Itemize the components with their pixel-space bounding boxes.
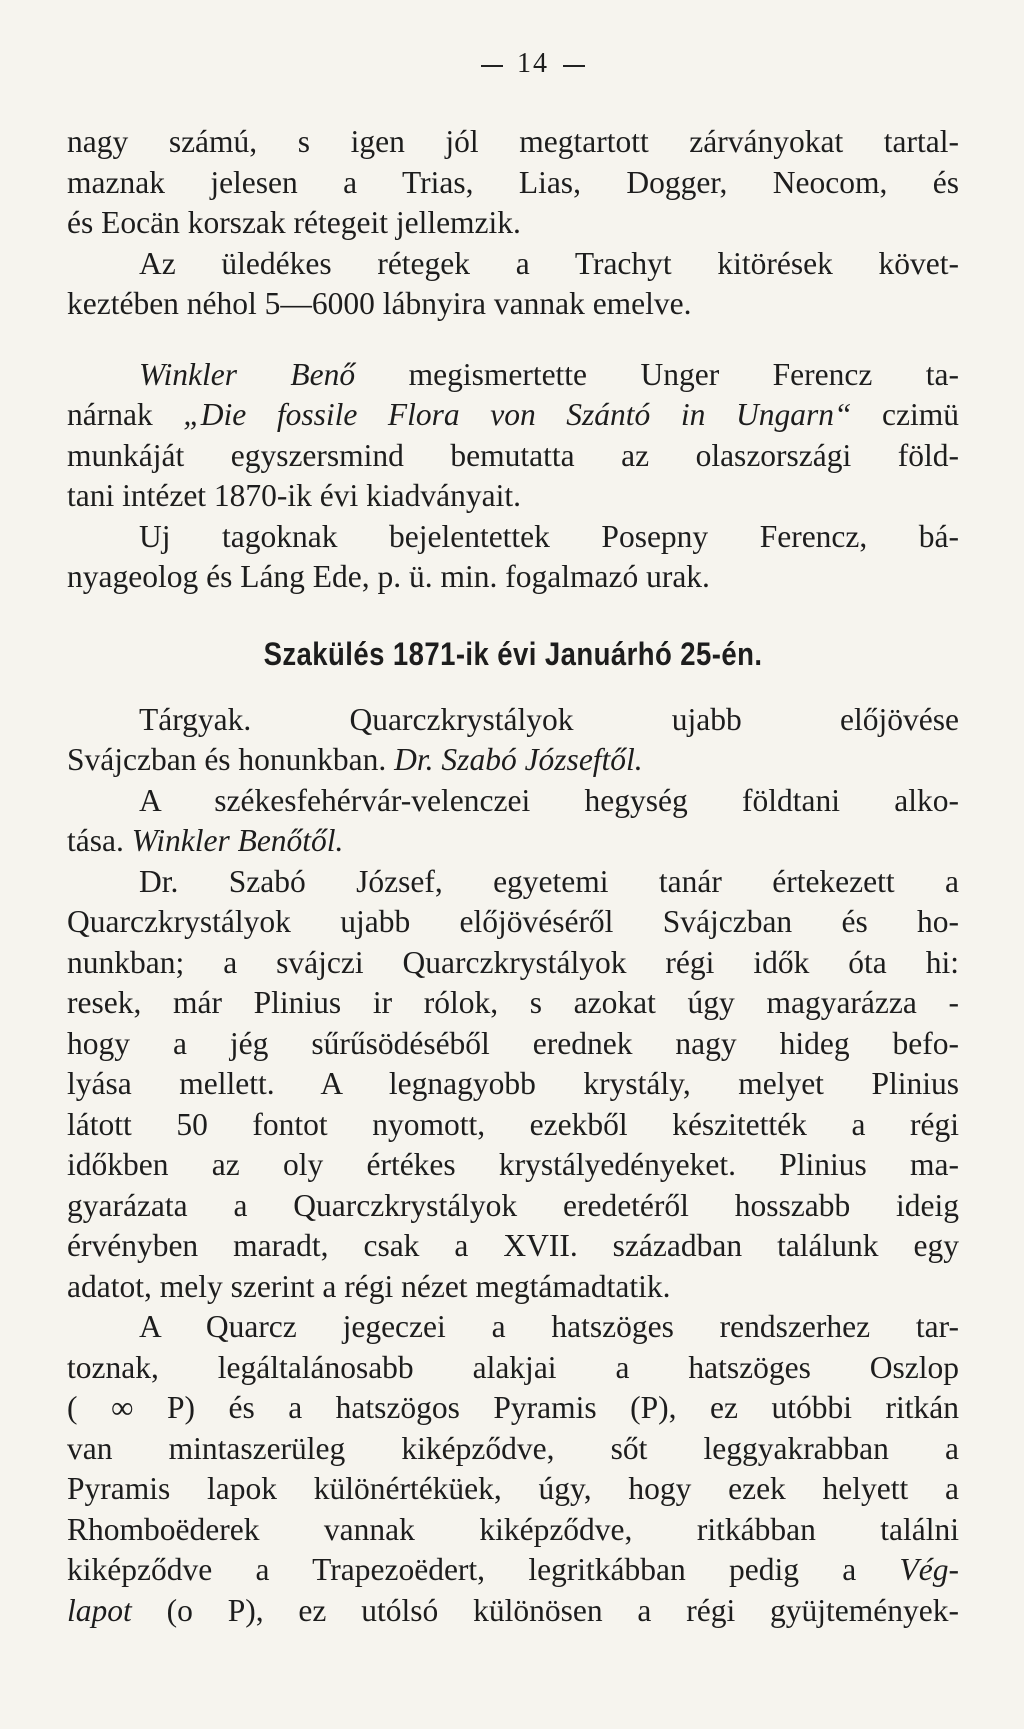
paragraph-5 [67,862,959,1308]
text-line: maznak jelesen a Trias, Lias, Dogger, Neocom, és [67,164,959,200]
page-number [107,48,959,80]
text-line: Quarczkrystályok ujabb előjövéséről Svájczban és ho- [67,904,959,939]
text-line: adatot, mely szerint a régi nézet megtámadtatik. [67,1268,671,1304]
text-line: tani intézet 1870-ik évi kiadványait. [67,478,521,513]
paragraph-4 [67,517,959,598]
paragraph-1 [67,122,959,244]
text-segment: Svájczban és honunkban. [67,742,395,777]
text-line: Dr. Szabó József, egyetemi tanár értekezett a [139,863,959,899]
paragraph-3 [67,355,959,517]
paragraph-2 [67,244,959,325]
paragraph-topics-2 [67,781,959,862]
text-line [67,740,959,781]
text-line: keztében néhol 5—6000 lábnyira vannak emelve. [67,286,692,321]
text-line [67,1550,959,1591]
text-line: Tárgyak. Quarczkrystályok ujabb előjövése [139,701,959,737]
text-line [67,395,959,436]
section-heading: Szakülés 1871-ik évi Januárhó 25-én. [263,635,763,672]
text-line: érvényben maradt, csak a XVII. században találunk egy [67,1228,959,1263]
page-number-value: 14 [517,48,549,79]
text-line: és Eocän korszak rétegeit jellemzik. [67,205,521,240]
document-page [67,48,959,1631]
work-title: „Die fossile Flora von Szántó in Ungarn“ [183,397,852,432]
text-line: hogy a jég sűrűsödéséből erednek nagy hideg befo- [67,1025,959,1061]
paragraph-topics-1 [67,700,959,781]
text-segment: czimü [851,397,960,432]
italic-term: Vég- [899,1552,959,1587]
text-line: Pyramis lapok különértéküek, úgy, hogy ezek helyett a [67,1471,959,1506]
author-name: Winkler Benő [139,356,356,392]
text-line: toznak, legáltalánosabb alakjai a hatszöges Oszlop [67,1349,959,1385]
text-line: nyageolog és Láng Ede, p. ü. min. fogalmazó urak. [67,559,710,594]
text-segment: (o P), ez utólsó különösen a régi gyüjtemények- [131,1592,959,1628]
text-line: ( ∞ P) és a hatszögos Pyramis (P), ez utóbbi ritkán [67,1390,959,1425]
author-credit: Dr. Szabó Józseftől. [394,742,643,777]
text-line: munkáját egyszersmind bemutatta az olaszországi föld- [67,437,959,473]
text-line [67,821,959,862]
text-line: nagy számú, s igen jól megtartott zárványokat tartal- [67,124,959,159]
text-line: A Quarcz jegeczei a hatszöges rendszerhez tar- [139,1309,959,1344]
text-segment: megismertette Unger Ferencz ta- [355,356,960,392]
text-segment: nárnak [67,397,184,432]
text-line: A székesfehérvár-velenczei hegység földtani alko- [139,782,959,818]
dash-left [481,65,503,67]
text-line: nunkban; a svájczi Quarczkrystályok régi idők óta hi: [67,944,959,980]
text-line: Uj tagoknak bejelentettek Posepny Ferencz, bá- [139,518,959,554]
text-line: van mintaszerüleg kiképződve, sőt leggyakrabban a [67,1430,959,1466]
text-line: gyarázata a Quarczkrystályok eredetéről hosszabb ideig [67,1187,959,1223]
author-credit: Winkler Benőtől. [131,823,344,858]
text-line: lyása mellett. A legnagyobb krystály, melyet Plinius [67,1066,959,1101]
text-line: resek, már Plinius ir rólok, s azokat úgy magyarázza - [67,985,959,1020]
text-line: időkben az oly értékes krystályedényeket. Plinius ma- [67,1147,959,1182]
text-segment: tása. [67,823,132,858]
body-text [67,122,959,1631]
dash-right [563,65,585,67]
text-segment: kiképződve a Trapezoëdert, legritkábban pedig a [67,1552,900,1587]
text-line: látott 50 fontot nyomott, ezekből készitették a régi [67,1106,959,1142]
italic-term: lapot [67,1592,132,1628]
text-line [67,1591,959,1632]
paragraph-gap [67,325,959,355]
paragraph-6 [67,1307,959,1631]
text-line: Rhomboëderek vannak kiképződve, ritkábban találni [67,1511,959,1547]
text-line: Az üledékes rétegek a Trachyt kitörések követ- [139,245,959,281]
text-line [67,355,959,396]
